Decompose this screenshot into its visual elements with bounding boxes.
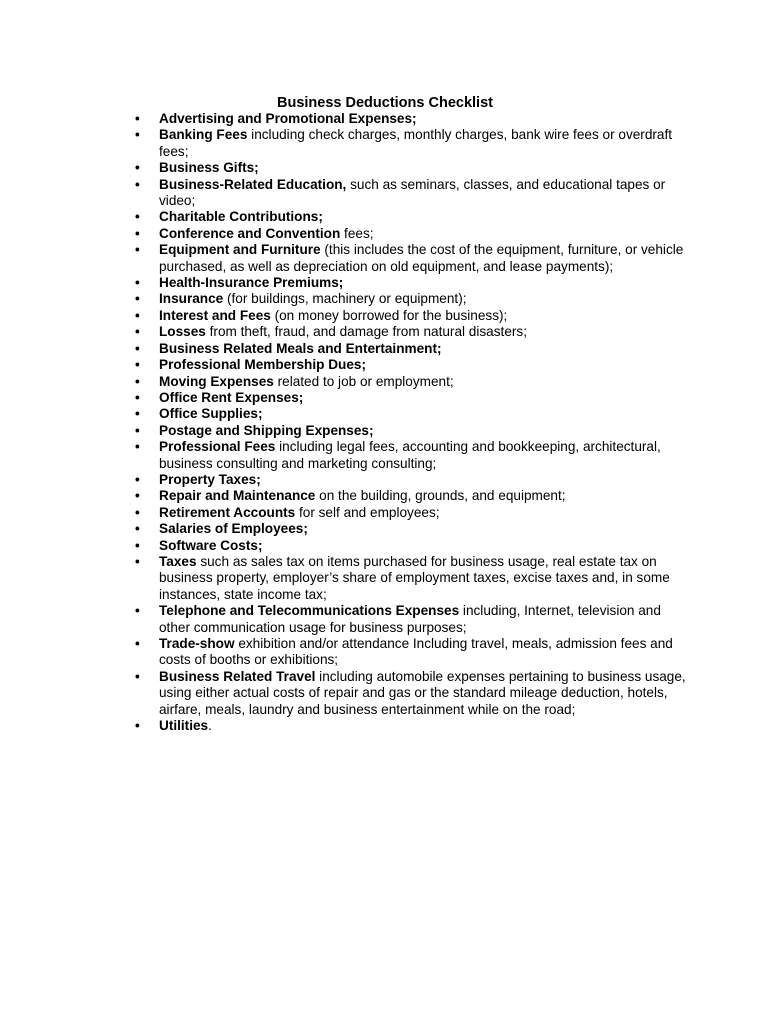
item-heading: Business Gifts; [159,160,259,176]
item-heading: Losses [159,324,206,340]
list-item [135,636,690,669]
item-heading: Telephone and Telecommunications Expenses [159,603,460,619]
item-description: from theft, fraud, and damage from natural disasters; [205,324,527,340]
item-description: including legal fees, accounting and bookkeeping, architectural, business consulting and marketing consulting; [159,439,661,471]
list-item [135,554,690,603]
page-title: Business Deductions Checklist [277,95,493,111]
item-heading: Professional Fees [159,439,276,455]
bullet-icon: • [135,127,140,143]
list-item [135,374,690,390]
bullet-icon: • [135,357,140,373]
item-description: . [208,718,212,734]
item-heading: Office Supplies; [159,406,263,422]
item-heading: Business Related Meals and Entertainment; [159,340,442,356]
item-heading: Banking Fees [159,127,248,143]
list-item [135,160,690,176]
bullet-icon: • [135,636,140,651]
bullet-icon: • [135,718,140,734]
item-heading: Interest and Fees [159,307,271,323]
bullet-icon: • [135,307,140,323]
bullet-icon: • [135,439,140,455]
bullet-icon: • [135,422,140,438]
list-item [135,291,690,307]
bullet-icon: • [135,471,140,487]
list-item [135,324,690,340]
list-item [135,275,690,291]
item-description: (for buildings, machinery or equipment); [223,291,467,307]
list-item [135,718,690,734]
list-item [135,341,690,357]
bullet-icon: • [135,488,140,504]
list-item [135,669,690,718]
list-item [135,209,690,225]
list-item [135,177,690,210]
list-item [135,538,690,554]
list-item [135,111,690,127]
item-heading: Property Taxes; [159,471,261,487]
item-description: including check charges, monthly charges, bank wire fees or overdraft fees; [159,127,673,159]
list-item [135,127,690,160]
bullet-icon: • [135,111,140,126]
bullet-icon: • [135,668,140,684]
item-description: fees; [340,225,374,241]
list-item [135,439,690,472]
item-heading: Moving Expenses [159,373,274,389]
bullet-icon: • [135,275,140,291]
list-item [135,242,690,275]
item-description: on the building, grounds, and equipment; [315,488,566,504]
item-description: such as seminars, classes, and educational tapes or video; [159,176,666,209]
bullet-icon: • [135,389,140,405]
bullet-icon: • [135,291,140,307]
bullet-icon: • [135,504,140,520]
bullet-icon: • [135,340,140,356]
bullet-icon: • [135,324,140,340]
item-description: (on money borrowed for the business); [270,307,508,323]
list-item [135,406,690,422]
item-heading: Charitable Contributions; [159,209,323,225]
bullet-icon: • [135,209,140,225]
item-description: related to job or employment; [273,373,454,389]
item-heading: Office Rent Expenses; [159,389,304,405]
item-description: including automobile expenses pertaining to business usage, using either actual costs of repair and gas or the standard mileage deduction, hotels, airfare, meals, laundry and business entertainment while on the road; [159,668,686,717]
item-heading: Equipment and Furniture [159,242,321,258]
item-heading: Utilities [159,718,209,734]
item-heading: Advertising and Promotional Expenses; [159,111,417,126]
item-description: for self and employees; [295,504,440,520]
item-heading: Retirement Accounts [159,504,296,520]
item-heading: Business Related Travel [159,668,316,684]
item-heading: Trade-show [159,636,235,651]
list-item [135,357,690,373]
bullet-icon: • [135,176,140,192]
item-description: (this includes the cost of the equipment, furniture, or vehicle purchased, as well as depreciation on old equipment, and lease payments); [159,242,684,274]
list-item [135,472,690,488]
item-heading: Conference and Convention [159,225,341,241]
item-heading: Repair and Maintenance [159,488,316,504]
item-heading: Postage and Shipping Expenses; [159,422,374,438]
bullet-icon: • [135,603,140,619]
item-heading: Software Costs; [159,537,263,553]
list-item [135,423,690,439]
item-description: exhibition and/or attendance Including travel, meals, admission fees and costs of booths or exhibitions; [159,636,673,668]
item-heading: Insurance [159,291,224,307]
item-heading: Professional Membership Dues; [159,357,366,373]
bullet-icon: • [135,373,140,389]
bullet-icon: • [135,406,140,422]
item-heading: Health-Insurance Premiums; [159,275,344,291]
list-item [135,226,690,242]
list-item [135,521,690,537]
bullet-icon: • [135,160,140,176]
item-description: such as sales tax on items purchased for business usage, real estate tax on business property, employer’s share of employment taxes, excise taxes and, in some instances, state income tax; [159,553,670,602]
list-item [135,308,690,324]
list-item [135,488,690,504]
deductions-checklist [135,111,690,734]
item-description: including, Internet, television and other communication usage for business purposes; [159,603,661,635]
list-item [135,603,690,636]
item-heading: Salaries of Employees; [159,521,308,537]
list-item [135,390,690,406]
list-item [135,505,690,521]
bullet-icon: • [135,521,140,537]
bullet-icon: • [135,225,140,241]
bullet-icon: • [135,553,140,569]
item-heading: Taxes [159,553,197,569]
item-heading: Business-Related Education, [159,176,347,192]
bullet-icon: • [135,242,140,258]
bullet-icon: • [135,537,140,553]
